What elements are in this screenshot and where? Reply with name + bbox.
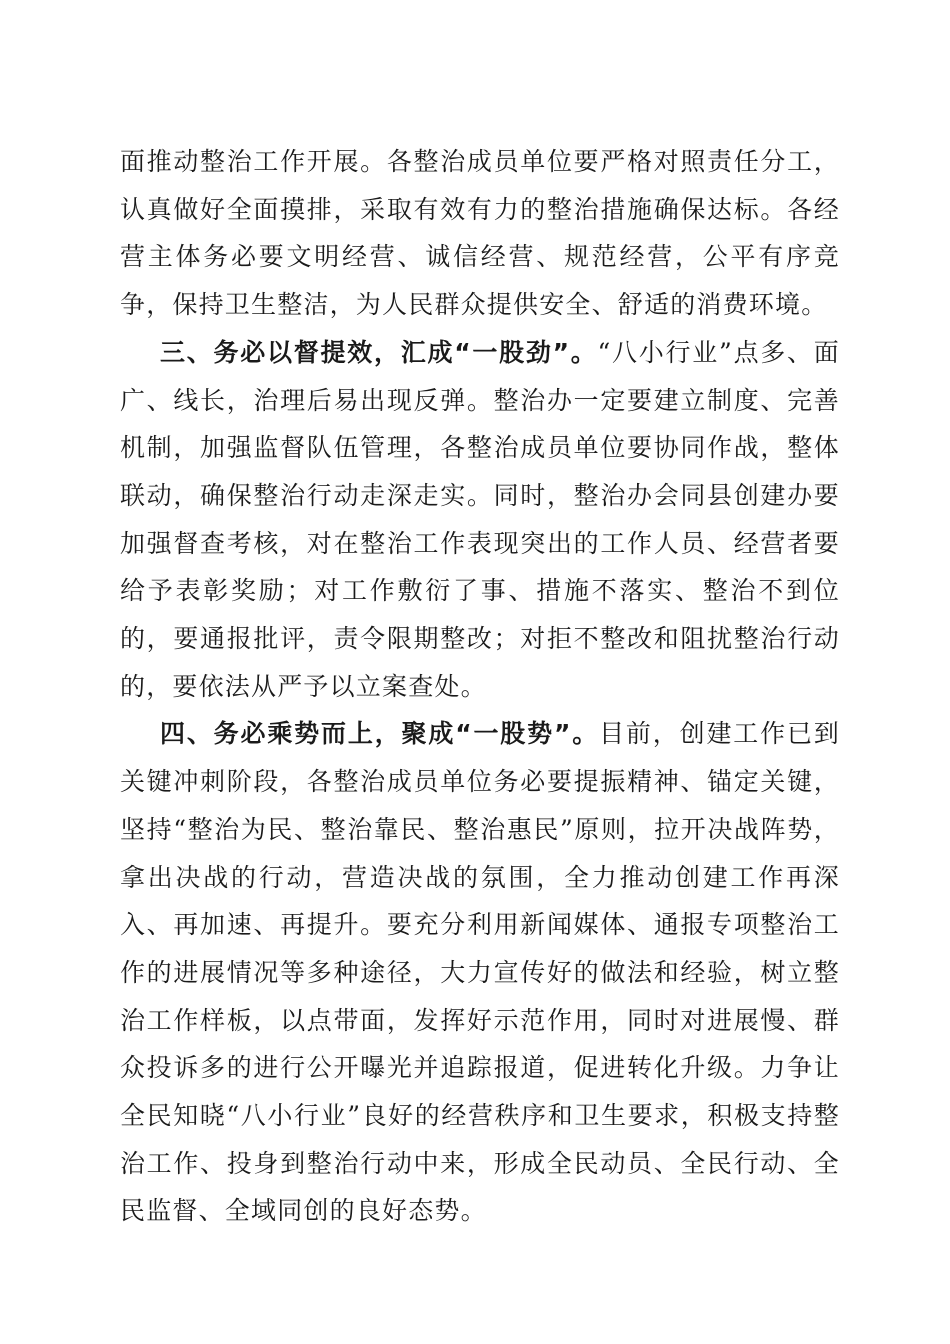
section-three-body: “八小行业”点多、面广、线长，治理后易出现反弹。整治办一定要建立制度、完善机制，加强监督队伍管理，各整治成员单位要协同作战，整体联动，确保整治行动走深走实。同时，整治办会同县创建办要加强督查考核，对在整治工作表现突出的工作人员、经营者要给予表彰奖励；对工作敷衍了事、措施不落实、整治不到位的，要通报批评，责令限期整改；对拒不整改和阻扰整治行动的，要依法从严予以立案查处。 bbox=[120, 337, 840, 701]
section-four-body: 目前，创建工作已到关键冲刺阶段，各整治成员单位务必要提振精神、锚定关键，坚持“整治为民、整治靠民、整治惠民”原则，拉开决战阵势，拿出决战的行动，营造决战的氛围，全力推动创建工作再深入、再加速、再提升。要充分利用新闻媒体、通报专项整治工作的进展情况等多种途径，大力宣传好的做法和经验，树立整治工作样板，以点带面，发挥好示范作用，同时对进展慢、群众投诉多的进行公开曝光并追踪报道，促进转化升级。力争让全民知晓“八小行业”良好的经营秩序和卫生要求，积极支持整治工作、投身到整治行动中来，形成全民动员、全民行动、全民监督、全域同创的良好态势。 bbox=[120, 719, 840, 1226]
paragraph-section-three bbox=[120, 329, 840, 711]
document-body bbox=[120, 138, 840, 1235]
section-four-heading: 四、务必乘势而上，聚成“一股势”。 bbox=[160, 719, 600, 749]
paragraph-body: 面推动整治工作开展。各整治成员单位要严格对照责任分工，认真做好全面摸排，采取有效有力的整治措施确保达标。各经营主体务必要文明经营、诚信经营、规范经营，公平有序竞争，保持卫生整洁，为人民群众提供安全、舒适的消费环境。 bbox=[120, 147, 840, 320]
paragraph-continuation bbox=[120, 138, 840, 329]
paragraph-section-four bbox=[120, 710, 840, 1235]
section-three-heading: 三、务必以督提效，汇成“一股劲”。 bbox=[160, 337, 598, 367]
